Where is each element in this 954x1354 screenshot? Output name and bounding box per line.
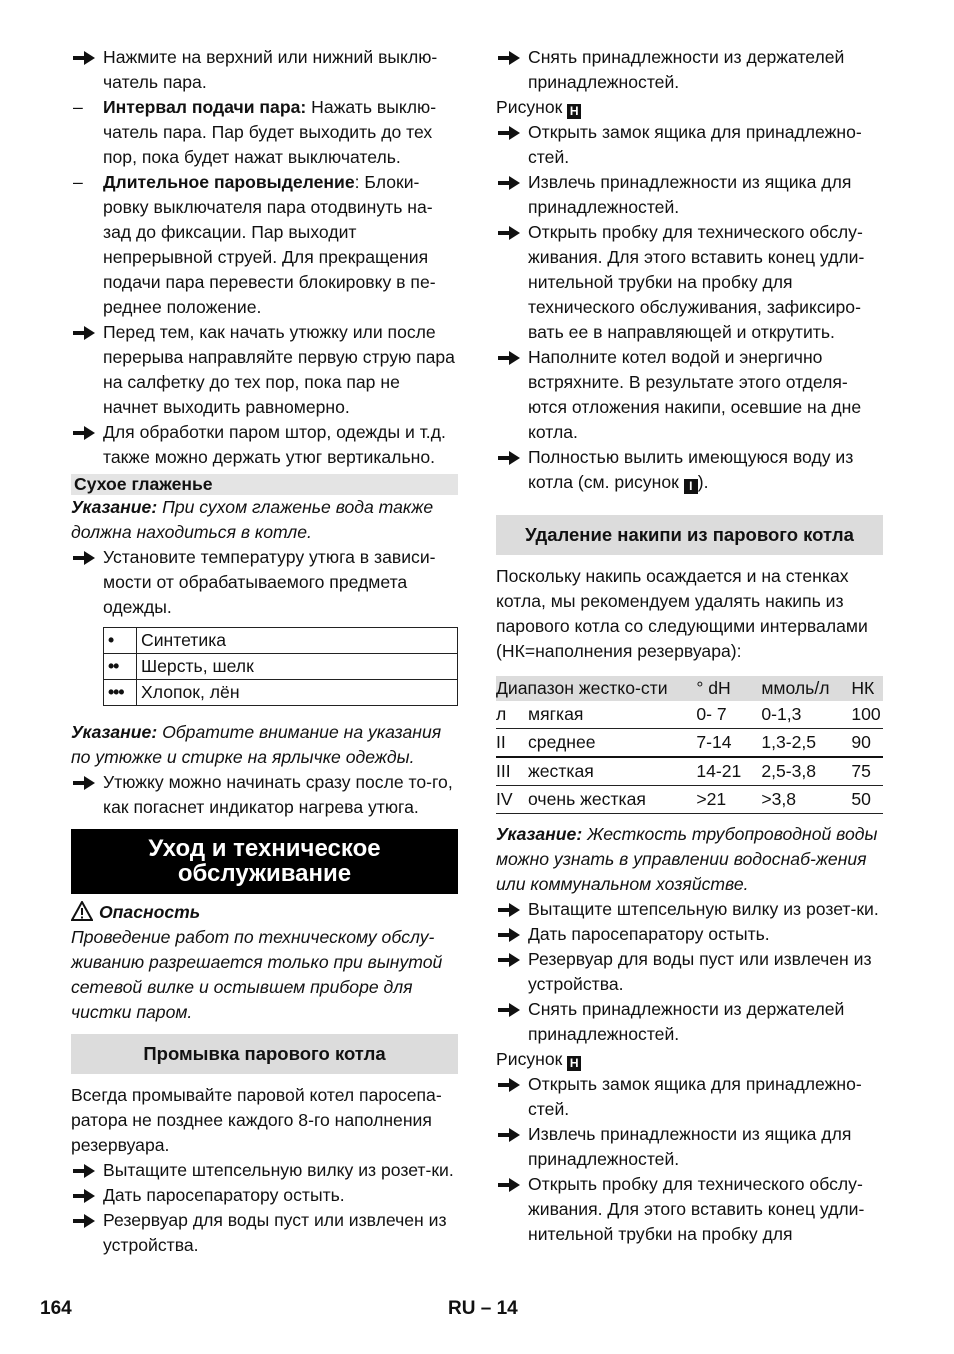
instruction-text: Извлечь принадлежности из ящика для принадлежностей. [528,1124,852,1169]
instruction-text: Открыть пробку для технического обслу-живания. Для этого вставить конец удли-нительной трубки на пробку для [528,1174,865,1244]
instruction-item [71,770,458,820]
table-cell: л [496,701,528,729]
arrow-right-icon [498,1128,520,1142]
arrow-right-icon [498,1003,520,1017]
dash-marker: – [73,97,83,117]
instruction-item [496,947,883,997]
section-title-descale: Удаление накипи из парового котла [496,515,883,555]
figure-label: Рисунок [496,1049,563,1069]
table-cell: 100 [851,701,883,729]
figure-label: Рисунок [496,97,563,117]
table-row [496,786,883,814]
table-row [104,654,458,680]
table-cell: очень жесткая [528,786,696,814]
table-cell: 50 [851,786,883,814]
instruction-item [496,345,883,445]
table-cell: >21 [696,786,761,814]
arrow-right-icon [73,426,95,440]
term-text: : Блоки-ровку выключателя пара отодвинуть на-зад до фиксации. Пар выходит непрерывной струей. Для прекращения подачи пара перевести блокировку в пе-реднее положение. [103,172,436,317]
dash-marker: – [73,172,83,192]
note-label: Указание: [71,497,158,517]
danger-label: Опасность [99,902,201,922]
table-row [496,757,883,786]
table-cell: 0- 7 [696,701,761,729]
table-cell: 14-21 [696,757,761,786]
instruction-text: Вытащите штепсельную вилку из розет-ки. [103,1160,454,1180]
temperature-dots: • [104,628,137,654]
instruction-item [496,45,883,95]
instruction-text: Снять принадлежности из держателей принадлежностей. [528,999,845,1044]
danger-heading [71,900,458,925]
note-label: Указание: [496,824,583,844]
arrow-right-icon [498,51,520,65]
table-cell: 75 [851,757,883,786]
left-column [71,45,458,1258]
instruction-text: Открыть замок ящика для принадлежно-стей. [528,122,862,167]
term-label: Длительное паровыделение [103,172,355,192]
step-text: Полностью вылить имеющуюся воду из котла (см. рисунок [528,447,854,492]
temperature-dots: •• [104,654,137,680]
table-row [496,729,883,758]
step-text-end: ). [697,472,709,492]
instruction-text: Нажмите на верхний или нижний выклю-чатель пара. [103,47,438,92]
descale-intro: Поскольку накипь осаждается и на стенках котла, мы рекомендуем удалять накипь из парового котла со следующими интервалами (НК=наполнения резервуара): [496,566,868,661]
instruction-item [496,1172,883,1247]
arrow-right-icon [73,551,95,565]
instruction-item [496,170,883,220]
instruction-text: Резервуар для воды пуст или извлечен из устройства. [528,949,872,994]
table-cell: 2,5-3,8 [761,757,851,786]
table-cell: мягкая [528,701,696,729]
section-title-flush: Промывка парового котла [71,1034,458,1074]
instruction-item [71,1183,458,1208]
instruction-text: Резервуар для воды пуст или извлечен из устройства. [103,1210,447,1255]
instruction-item [496,997,883,1047]
figure-reference [496,95,883,120]
arrow-right-icon [498,903,520,917]
arrow-right-icon [498,1078,520,1092]
instruction-text: Извлечь принадлежности из ящика для принадлежностей. [528,172,852,217]
table-cell: среднее [528,729,696,758]
table-row [104,680,458,706]
arrow-right-icon [73,326,95,340]
note [71,495,458,545]
arrow-right-icon [498,953,520,967]
instruction-item [71,545,458,620]
table-cell: IV [496,786,528,814]
table-cell: 0-1,3 [761,701,851,729]
table-row [104,628,458,654]
chapter-title-care: Уход и техническое обслуживание [71,829,458,894]
table-cell: II [496,729,528,758]
fabric-label: Хлопок, лён [137,680,458,706]
instruction-item [71,1158,458,1183]
instruction-text: Дать паросепаратору остыть. [103,1185,345,1205]
section-title-dry-ironing: Сухое глаженье [71,474,458,495]
dash-item [71,170,458,320]
arrow-right-icon [498,1178,520,1192]
instruction-text: Наполните котел водой и энергично встряхните. В результате этого отделя-ются отложения накипи, осевшие на дне котла. [528,347,862,442]
table-cell: 7-14 [696,729,761,758]
instruction-text: Открыть замок ящика для принадлежно-стей. [528,1074,862,1119]
instruction-text: Для обработки паром штор, одежды и т.д. также можно держать утюг вертикально. [103,422,446,467]
instruction-text [528,445,883,495]
arrow-right-icon [73,1164,95,1178]
water-hardness-table [496,676,883,814]
figure-letter-badge: H [567,104,581,119]
warning-triangle-icon [71,901,93,921]
column-header: Диапазон жестко-сти [496,676,696,701]
instruction-text: Установите температуру утюга в зависи-мости от обрабатываемого предмета одежды. [103,547,436,617]
arrow-right-icon [498,451,520,465]
arrow-right-icon [498,226,520,240]
instruction-text: Перед тем, как начать утюжку или после перерыва направляйте первую струю пара на салфетку до тех пор, пока пар не начнет выходить равномерно. [103,322,455,417]
note-text: Обратите внимание на указания по утюжке и стирке на ярлычке одежды. [71,722,442,767]
column-header: ммоль/л [761,676,851,701]
figure-letter-badge: H [567,1056,581,1071]
arrow-right-icon [498,126,520,140]
table-cell: жесткая [528,757,696,786]
flush-intro: Всегда промывайте паровой котел паросепа-ратора не позднее каждого 8-го наполнения резервуара. [71,1085,442,1155]
instruction-item [496,1122,883,1172]
note-text: Жесткость трубопроводной воды можно узнать в управлении водоснаб-жения или коммунальном хозяйстве. [496,824,878,894]
danger-text: Проведение работ по техническому обслу-живанию разрешается только при вынутой сетевой вилке и остывшем приборе для чистки паром. [71,927,443,1022]
instruction-item [496,1072,883,1122]
arrow-right-icon [498,176,520,190]
instruction-item [496,120,883,170]
fabric-label: Шерсть, шелк [137,654,458,680]
instruction-text: Снять принадлежности из держателей принадлежностей. [528,47,845,92]
dash-text [103,170,458,320]
arrow-right-icon [73,51,95,65]
instruction-item [71,1208,458,1258]
table-cell: III [496,757,528,786]
fabric-temperature-table [103,627,458,706]
instruction-text: Утюжку можно начинать сразу после то-го, как погаснет индикатор нагрева утюга. [103,772,453,817]
table-cell: 90 [851,729,883,758]
instruction-text: Дать паросепаратору остыть. [528,924,770,944]
note-text: При сухом глаженье вода также должна находиться в котле. [71,497,434,542]
instruction-text: Вытащите штепсельную вилку из розет-ки. [528,899,879,919]
note-label: Указание: [71,722,158,742]
arrow-right-icon [498,928,520,942]
instruction-item [496,445,883,495]
arrow-right-icon [73,776,95,790]
instruction-item [496,922,883,947]
instruction-item [496,220,883,345]
dash-item [71,95,458,170]
arrow-right-icon [73,1189,95,1203]
table-cell: 1,3-2,5 [761,729,851,758]
arrow-right-icon [498,351,520,365]
page-number: 164 [40,1298,72,1319]
section-page-label: RU – 14 [448,1298,518,1319]
temperature-dots: ••• [104,680,137,706]
instruction-item [496,897,883,922]
note [71,720,458,770]
instruction-item [71,420,458,470]
right-column [496,45,883,1247]
figure-reference [496,1047,883,1072]
fabric-label: Синтетика [137,628,458,654]
instruction-item [71,45,458,95]
figure-letter-badge: I [684,479,698,494]
note [496,822,883,897]
table-cell: >3,8 [761,786,851,814]
table-row [496,701,883,729]
table-header-row [496,676,883,701]
column-header: ° dH [696,676,761,701]
instruction-item [71,320,458,420]
term-text: Нажать выклю-чатель пара. Пар будет выходить до тех пор, пока будет нажат выключатель. [103,97,437,167]
term-label: Интервал подачи пара: [103,97,307,117]
arrow-right-icon [73,1214,95,1228]
instruction-text: Открыть пробку для технического обслу-живания. Для этого вставить конец удли-нительной трубки на пробку для технического обслуживания, зафиксиро-вать ее в направляющей и открутить. [528,222,865,342]
column-header: НК [851,676,883,701]
dash-text [103,95,458,170]
